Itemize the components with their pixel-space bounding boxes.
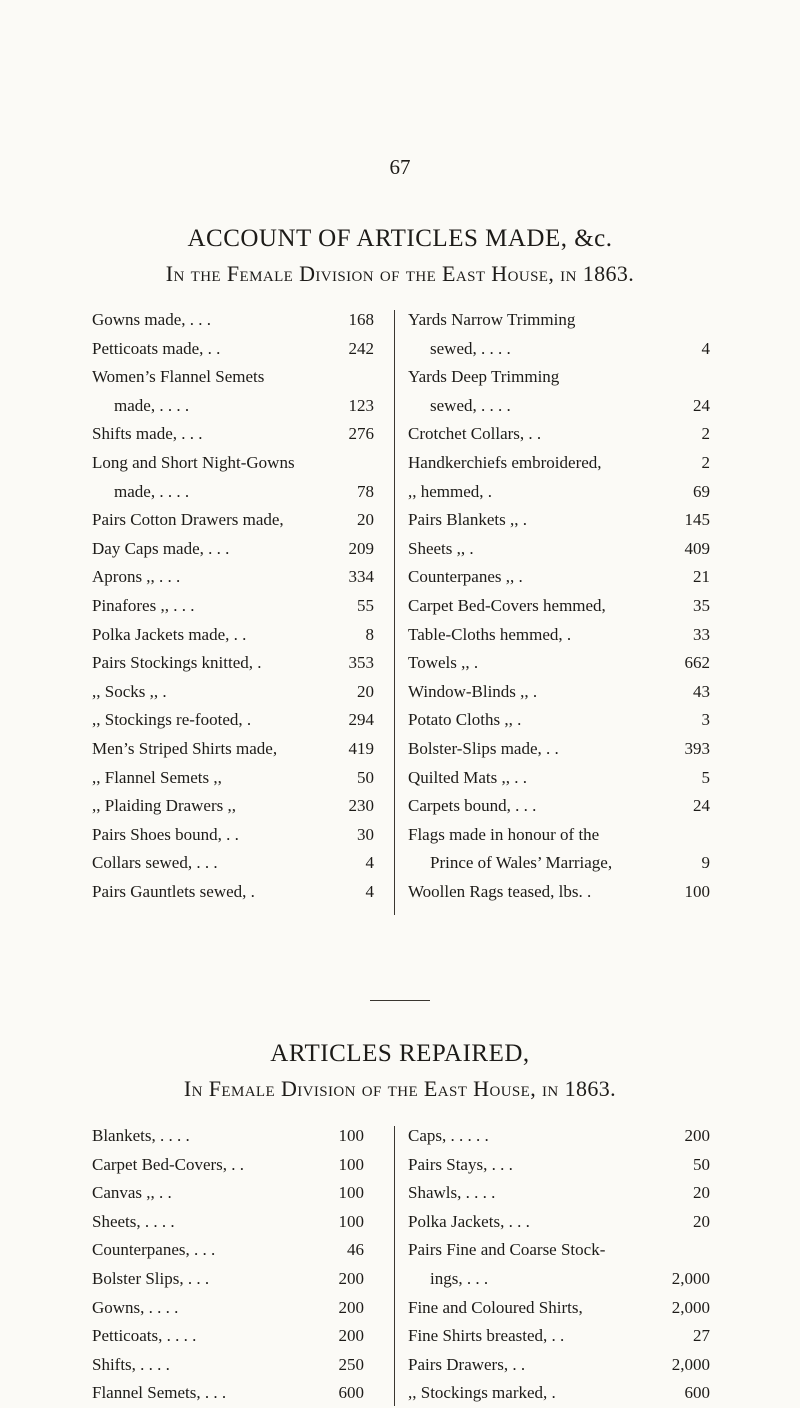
item-count: 33 <box>693 624 710 644</box>
item-count: 100 <box>338 1126 364 1145</box>
item-count: 24 <box>693 395 710 415</box>
table-row <box>408 535 710 564</box>
item-count: 2,000 <box>671 1268 710 1288</box>
item-count: 8 <box>365 624 374 644</box>
item-label: Long and Short Night-Gowns <box>92 452 295 472</box>
table-row <box>92 449 374 478</box>
table-row <box>408 764 710 793</box>
item-label: Table-Cloths hemmed, . <box>408 624 572 644</box>
page-number: 67 <box>389 155 411 179</box>
item-label: Crotchet Collars, . . <box>408 424 542 444</box>
section-separator-rule <box>370 1000 430 1001</box>
item-count: 4 <box>701 338 710 358</box>
item-label: ,, hemmed, . <box>408 481 493 501</box>
item-count: 27 <box>693 1326 710 1346</box>
column-divider <box>394 310 395 915</box>
item-count: 20 <box>693 1183 710 1203</box>
item-count: 43 <box>693 681 710 701</box>
item-count: 78 <box>357 481 374 501</box>
item-count: 334 <box>348 567 374 587</box>
column-divider <box>394 1126 395 1406</box>
item-count: 168 <box>348 310 374 329</box>
item-label: Towels ,, . <box>408 653 479 673</box>
item-label: Yards Narrow Trimming <box>408 310 576 329</box>
item-label: Carpet Bed-Covers hemmed, <box>408 595 606 615</box>
item-count: 230 <box>348 796 374 816</box>
item-count: 20 <box>357 681 374 701</box>
item-label: Counterpanes ,, . <box>408 567 523 587</box>
item-count: 2 <box>701 452 710 472</box>
table-row <box>408 821 710 850</box>
item-label: Pairs Cotton Drawers made, <box>92 510 284 530</box>
item-label: Canvas ,, . . <box>92 1183 172 1203</box>
table-row <box>92 1379 364 1408</box>
item-count: 3 <box>701 710 710 730</box>
table-row <box>92 1236 364 1265</box>
item-label: sewed, . . . . <box>430 395 511 415</box>
item-count: 200 <box>338 1326 364 1346</box>
item-count: 100 <box>338 1183 364 1203</box>
table-row <box>408 1122 710 1151</box>
table-row <box>92 1351 364 1380</box>
table-row <box>408 1265 710 1294</box>
table-row <box>92 764 374 793</box>
item-count: 21 <box>693 567 710 587</box>
item-label: Sheets ,, . <box>408 538 474 558</box>
item-label: Yards Deep Trimming <box>408 367 560 387</box>
item-count: 200 <box>338 1297 364 1317</box>
item-label: Prince of Wales’ Marriage, <box>430 853 613 873</box>
item-label: made, . . . . <box>114 395 190 415</box>
item-label: ,, Stockings re-footed, . <box>92 710 252 730</box>
item-label: Flannel Semets, . . . <box>92 1383 227 1403</box>
table-row <box>408 849 710 878</box>
table-row <box>92 392 374 421</box>
table-row <box>92 535 374 564</box>
table-row <box>92 1151 364 1180</box>
item-count: 46 <box>347 1240 364 1260</box>
item-count: 100 <box>338 1211 364 1231</box>
table-row <box>92 506 374 535</box>
item-count: 20 <box>693 1211 710 1231</box>
table-row <box>92 1265 364 1294</box>
item-label: Polka Jackets, . . . <box>408 1211 530 1231</box>
item-label: Pinafores ,, . . . <box>92 595 195 615</box>
table-row <box>408 592 710 621</box>
item-label: Aprons ,, . . . <box>92 567 181 587</box>
item-count: 250 <box>338 1354 364 1374</box>
item-label: Shifts made, . . . <box>92 424 203 444</box>
item-count: 30 <box>357 824 374 844</box>
item-label: Bolster Slips, . . . <box>92 1268 210 1288</box>
item-count: 24 <box>693 796 710 816</box>
item-count: 600 <box>684 1383 710 1403</box>
item-label: ings, . . . <box>430 1268 489 1288</box>
table-row <box>92 735 374 764</box>
table-row <box>408 1208 710 1237</box>
section1-right-column <box>408 306 710 906</box>
item-count: 662 <box>684 653 710 673</box>
table-row <box>408 621 710 650</box>
item-label: Counterpanes, . . . <box>92 1240 216 1260</box>
item-count: 200 <box>684 1126 710 1145</box>
item-count: 20 <box>357 510 374 530</box>
table-row <box>92 306 374 335</box>
item-label: Men’s Striped Shirts made, <box>92 738 278 758</box>
table-row <box>92 363 374 392</box>
table-row <box>92 1122 364 1151</box>
item-label: ,, Flannel Semets ,, <box>92 767 222 787</box>
table-row <box>408 678 710 707</box>
item-label: Fine Shirts breasted, . . <box>408 1326 565 1346</box>
section2-right-column <box>408 1122 710 1408</box>
item-count: 69 <box>693 481 710 501</box>
item-count: 5 <box>701 767 710 787</box>
table-row <box>92 706 374 735</box>
item-count: 145 <box>684 510 710 530</box>
item-count: 600 <box>338 1383 364 1403</box>
item-count: 242 <box>348 338 374 358</box>
item-label: Polka Jackets made, . . <box>92 624 247 644</box>
item-label: Women’s Flannel Semets <box>92 367 265 387</box>
item-label: Shawls, . . . . <box>408 1183 496 1203</box>
section1-subtitle: In the Female Division of the East House, in 1863. <box>165 261 635 286</box>
item-count: 100 <box>684 881 710 901</box>
item-count: 35 <box>693 595 710 615</box>
section2-left-column <box>92 1122 364 1408</box>
item-count: 9 <box>701 853 710 873</box>
table-row <box>408 306 710 335</box>
item-label: Shifts, . . . . <box>92 1354 170 1374</box>
item-label: Pairs Fine and Coarse Stock- <box>408 1240 606 1260</box>
table-row <box>408 563 710 592</box>
item-label: Window-Blinds ,, . <box>408 681 538 701</box>
table-row <box>92 878 374 907</box>
table-row <box>408 335 710 364</box>
table-row <box>408 420 710 449</box>
item-label: Quilted Mats ,, . . <box>408 767 527 787</box>
section2-subtitle: In Female Division of the East House, in 1863. <box>183 1076 617 1101</box>
item-count: 50 <box>357 767 374 787</box>
item-label: made, . . . . <box>114 481 190 501</box>
table-row <box>92 563 374 592</box>
section2-title: ARTICLES REPAIRED, <box>270 1040 530 1067</box>
table-row <box>92 335 374 364</box>
item-label: Day Caps made, . . . <box>92 538 230 558</box>
table-row <box>408 1322 710 1351</box>
table-row <box>92 478 374 507</box>
table-row <box>408 792 710 821</box>
item-count: 294 <box>348 710 374 730</box>
item-count: 276 <box>348 424 374 444</box>
item-label: Pairs Gauntlets sewed, . <box>92 881 255 901</box>
item-label: Gowns made, . . . <box>92 310 211 329</box>
table-row <box>92 621 374 650</box>
item-count: 2,000 <box>671 1354 710 1374</box>
section1-left-column <box>92 306 374 906</box>
item-count: 55 <box>357 595 374 615</box>
item-label: Bolster-Slips made, . . <box>408 738 559 758</box>
item-label: Woollen Rags teased, lbs. . <box>408 881 592 901</box>
item-label: sewed, . . . . <box>430 338 511 358</box>
item-label: Handkerchiefs embroidered, <box>408 452 602 472</box>
item-label: Gowns, . . . . <box>92 1297 179 1317</box>
table-row <box>408 392 710 421</box>
table-row <box>92 420 374 449</box>
item-label: Pairs Drawers, . . <box>408 1354 526 1374</box>
table-row <box>408 735 710 764</box>
table-row <box>408 1351 710 1380</box>
table-row <box>408 878 710 907</box>
table-row <box>92 1294 364 1323</box>
item-count: 50 <box>693 1154 710 1174</box>
table-row <box>92 1322 364 1351</box>
item-label: Carpet Bed-Covers, . . <box>92 1154 245 1174</box>
table-row <box>408 363 710 392</box>
item-label: Potato Cloths ,, . <box>408 710 522 730</box>
item-count: 100 <box>338 1154 364 1174</box>
item-label: Carpets bound, . . . <box>408 796 537 816</box>
item-label: ,, Plaiding Drawers ,, <box>92 796 237 816</box>
table-row <box>92 649 374 678</box>
table-row <box>408 1236 710 1265</box>
item-label: Sheets, . . . . <box>92 1211 175 1231</box>
table-row <box>408 506 710 535</box>
item-count: 209 <box>348 538 374 558</box>
table-row <box>92 821 374 850</box>
item-count: 123 <box>348 395 374 415</box>
item-label: Collars sewed, . . . <box>92 853 218 873</box>
item-count: 419 <box>348 738 374 758</box>
item-count: 2,000 <box>671 1297 710 1317</box>
item-label: Caps, . . . . . <box>408 1126 489 1145</box>
item-count: 4 <box>365 881 374 901</box>
item-label: ,, Socks ,, . <box>92 681 167 701</box>
table-row <box>92 592 374 621</box>
table-row <box>408 1179 710 1208</box>
table-row <box>92 1179 364 1208</box>
item-count: 200 <box>338 1268 364 1288</box>
item-count: 353 <box>348 653 374 673</box>
table-row <box>92 792 374 821</box>
item-label: Pairs Blankets ,, . <box>408 510 527 530</box>
table-row <box>92 849 374 878</box>
item-label: ,, Stockings marked, . <box>408 1383 556 1403</box>
table-row <box>408 478 710 507</box>
item-label: Pairs Stockings knitted, . <box>92 653 262 673</box>
item-label: Fine and Coloured Shirts, <box>408 1297 583 1317</box>
item-label: Pairs Shoes bound, . . <box>92 824 239 844</box>
item-label: Petticoats made, . . <box>92 338 221 358</box>
table-row <box>408 1379 710 1408</box>
table-row <box>92 1208 364 1237</box>
item-count: 2 <box>701 424 710 444</box>
section1-title: ACCOUNT OF ARTICLES MADE, &c. <box>187 225 613 252</box>
item-label: Petticoats, . . . . <box>92 1326 197 1346</box>
item-label: Blankets, . . . . <box>92 1126 190 1145</box>
table-row <box>408 1151 710 1180</box>
table-row <box>92 678 374 707</box>
item-count: 4 <box>365 853 374 873</box>
item-label: Flags made in honour of the <box>408 824 600 844</box>
table-row <box>408 706 710 735</box>
table-row <box>408 649 710 678</box>
item-label: Pairs Stays, . . . <box>408 1154 513 1174</box>
item-count: 409 <box>684 538 710 558</box>
item-count: 393 <box>684 738 710 758</box>
table-row <box>408 449 710 478</box>
table-row <box>408 1294 710 1323</box>
